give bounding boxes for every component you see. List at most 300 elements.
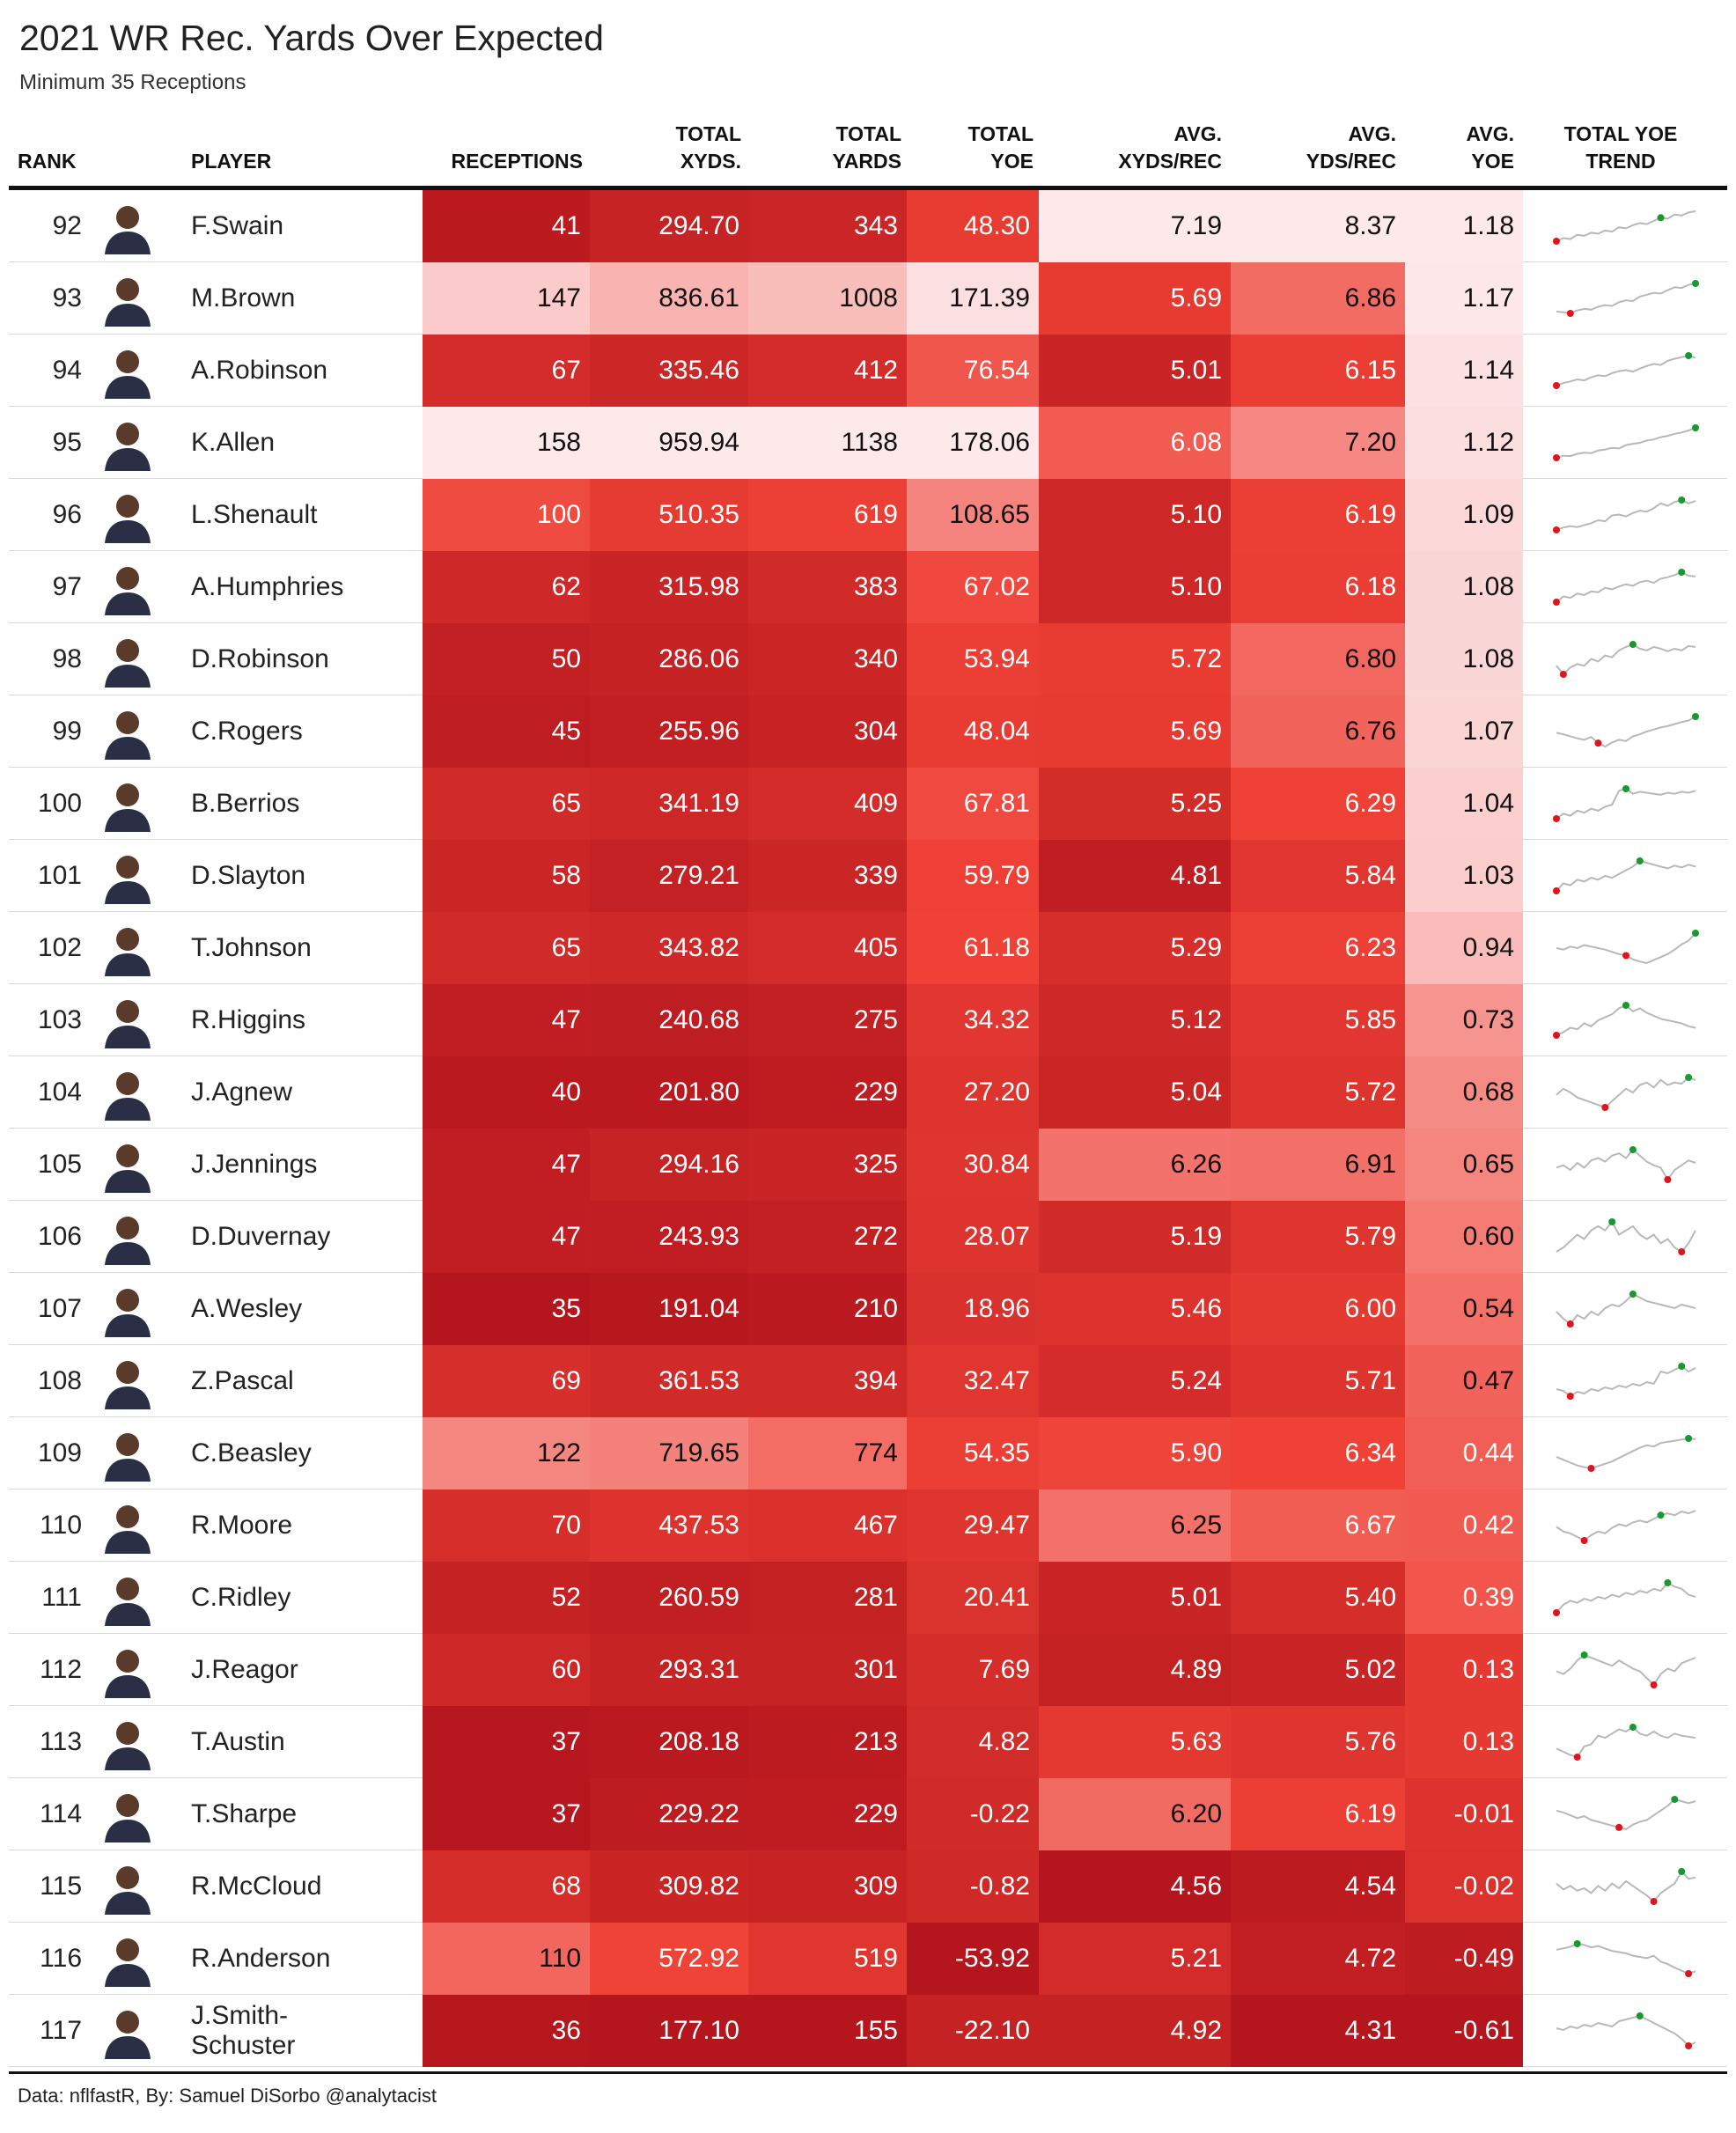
trend-min-point xyxy=(1553,238,1560,245)
player-name: F.Swain xyxy=(191,211,284,240)
trend-line xyxy=(1556,572,1696,602)
cell-receptions: 58 xyxy=(423,840,590,912)
rank-cell: 102 xyxy=(37,933,82,962)
table-row xyxy=(9,1562,1727,1634)
trend-sparkline xyxy=(1553,1634,1699,1706)
trend-min-point xyxy=(1664,1176,1671,1183)
trend-max-point xyxy=(1685,1074,1692,1081)
rank-cell: 116 xyxy=(40,1944,82,1973)
cell-avg-yoe: 1.12 xyxy=(1405,407,1523,479)
trend-sparkline xyxy=(1553,1923,1699,1995)
trend-sparkline xyxy=(1553,335,1699,407)
cell-total-xyds: 293.31 xyxy=(590,1634,748,1706)
cell-total-yoe: 48.04 xyxy=(907,695,1039,768)
cell-total-yoe: 61.18 xyxy=(907,912,1039,984)
header-player: PLAYER xyxy=(191,150,272,173)
cell-receptions: 41 xyxy=(423,190,590,262)
player-name: T.Austin xyxy=(191,1727,285,1756)
trend-max-point xyxy=(1608,1218,1615,1225)
trend-min-point xyxy=(1581,1537,1588,1544)
cell-total-xyds: 309.82 xyxy=(590,1850,748,1923)
player-name: D.Robinson xyxy=(191,644,329,673)
cell-total-yoe: 59.79 xyxy=(907,840,1039,912)
player-headshot-icon xyxy=(99,342,156,399)
cell-total-xyds: 279.21 xyxy=(590,840,748,912)
rank-cell: 114 xyxy=(40,1799,82,1828)
cell-avg-yds-rec: 6.86 xyxy=(1231,262,1405,335)
trend-sparkline xyxy=(1553,1850,1699,1923)
cell-total-yards: 405 xyxy=(748,912,907,984)
trend-sparkline xyxy=(1553,262,1699,335)
header-total-xyds: TOTAL XYDS. xyxy=(675,122,741,173)
trend-sparkline xyxy=(1553,407,1699,479)
player-headshot-icon xyxy=(99,1786,156,1842)
player-headshot-icon xyxy=(99,2003,156,2059)
player-headshot-icon xyxy=(99,1642,156,1698)
cell-avg-xyds-rec: 5.69 xyxy=(1039,262,1231,335)
cell-receptions: 62 xyxy=(423,551,590,623)
cell-receptions: 37 xyxy=(423,1706,590,1778)
cell-total-xyds: 286.06 xyxy=(590,623,748,695)
cell-total-yards: 1008 xyxy=(748,262,907,335)
trend-line xyxy=(1556,1294,1696,1324)
rank-cell: 96 xyxy=(52,500,82,529)
header-trend: TOTAL YOE TREND xyxy=(1563,122,1678,173)
rank-cell: 100 xyxy=(37,789,82,818)
cell-total-yards: 309 xyxy=(748,1850,907,1923)
trend-sparkline xyxy=(1553,840,1699,912)
trend-min-point xyxy=(1588,1465,1595,1472)
cell-total-xyds: 437.53 xyxy=(590,1489,748,1562)
trend-max-point xyxy=(1637,857,1644,864)
cell-avg-yoe: 1.14 xyxy=(1405,335,1523,407)
player-name: K.Allen xyxy=(191,428,276,457)
cell-avg-yoe: 0.60 xyxy=(1405,1201,1523,1273)
table-row xyxy=(9,840,1727,912)
cell-total-yoe: 18.96 xyxy=(907,1273,1039,1345)
table-row xyxy=(9,551,1727,623)
trend-min-point xyxy=(1601,1104,1608,1111)
trend-max-point xyxy=(1678,1363,1685,1370)
cell-avg-yoe: 1.03 xyxy=(1405,840,1523,912)
player-name: T.Sharpe xyxy=(191,1799,298,1828)
trend-sparkline xyxy=(1553,190,1699,262)
cell-avg-yds-rec: 6.00 xyxy=(1231,1273,1405,1345)
cell-avg-xyds-rec: 5.10 xyxy=(1039,551,1231,623)
cell-avg-xyds-rec: 5.25 xyxy=(1039,768,1231,840)
player-headshot-icon xyxy=(99,415,156,471)
cell-receptions: 158 xyxy=(423,407,590,479)
table-row xyxy=(9,262,1727,335)
rank-cell: 104 xyxy=(37,1078,82,1107)
footer-divider xyxy=(9,2071,1727,2074)
cell-receptions: 47 xyxy=(423,1129,590,1201)
cell-total-xyds: 255.96 xyxy=(590,695,748,768)
table-row xyxy=(9,1129,1727,1201)
trend-sparkline xyxy=(1553,768,1699,840)
cell-avg-yoe: -0.01 xyxy=(1405,1778,1523,1850)
cell-avg-xyds-rec: 5.19 xyxy=(1039,1201,1231,1273)
cell-avg-xyds-rec: 5.63 xyxy=(1039,1706,1231,1778)
trend-max-point xyxy=(1629,641,1637,648)
chart-subtitle: Minimum 35 Receptions xyxy=(19,70,246,94)
table-row xyxy=(9,335,1727,407)
cell-total-yards: 383 xyxy=(748,551,907,623)
cell-avg-yds-rec: 5.71 xyxy=(1231,1345,1405,1417)
trend-line xyxy=(1556,861,1696,891)
player-headshot-icon xyxy=(99,1858,156,1915)
cell-receptions: 50 xyxy=(423,623,590,695)
cell-total-yoe: -0.22 xyxy=(907,1778,1039,1850)
table-row xyxy=(9,1273,1727,1345)
trend-min-point xyxy=(1567,1393,1574,1400)
trend-min-point xyxy=(1685,2042,1692,2049)
cell-avg-xyds-rec: 4.81 xyxy=(1039,840,1231,912)
cell-avg-yds-rec: 5.84 xyxy=(1231,840,1405,912)
cell-avg-yoe: 1.17 xyxy=(1405,262,1523,335)
cell-receptions: 69 xyxy=(423,1345,590,1417)
cell-receptions: 52 xyxy=(423,1562,590,1634)
trend-max-point xyxy=(1622,1002,1629,1009)
cell-total-yards: 339 xyxy=(748,840,907,912)
trend-line xyxy=(1556,644,1696,674)
trend-max-point xyxy=(1671,1796,1678,1803)
player-headshot-icon xyxy=(99,776,156,832)
table-row xyxy=(9,190,1727,262)
cell-total-yoe: 27.20 xyxy=(907,1056,1039,1129)
player-name: D.Duvernay xyxy=(191,1222,331,1251)
player-name: R.Moore xyxy=(191,1511,293,1540)
trend-sparkline xyxy=(1553,1995,1699,2067)
trend-sparkline xyxy=(1553,551,1699,623)
trend-min-point xyxy=(1622,952,1629,960)
player-headshot-icon xyxy=(99,1714,156,1770)
cell-receptions: 65 xyxy=(423,768,590,840)
trend-line xyxy=(1556,211,1696,241)
rank-cell: 103 xyxy=(37,1005,82,1034)
trend-min-point xyxy=(1553,382,1560,389)
cell-avg-yoe: 1.09 xyxy=(1405,479,1523,551)
trend-min-point xyxy=(1553,454,1560,461)
cell-total-xyds: 836.61 xyxy=(590,262,748,335)
rank-cell: 109 xyxy=(37,1438,82,1467)
player-headshot-icon xyxy=(99,703,156,760)
cell-avg-xyds-rec: 5.46 xyxy=(1039,1273,1231,1345)
cell-avg-yoe: 0.13 xyxy=(1405,1706,1523,1778)
trend-max-point xyxy=(1692,713,1699,720)
cell-receptions: 147 xyxy=(423,262,590,335)
cell-avg-xyds-rec: 6.20 xyxy=(1039,1778,1231,1850)
cell-avg-xyds-rec: 6.26 xyxy=(1039,1129,1231,1201)
cell-total-yoe: 76.54 xyxy=(907,335,1039,407)
trend-line xyxy=(1556,2016,1696,2046)
trend-min-point xyxy=(1594,739,1601,747)
player-name: J.Agnew xyxy=(191,1078,293,1107)
footer-credit: Data: nflfastR, By: Samuel DiSorbo @analytacist xyxy=(18,2085,437,2107)
cell-total-xyds: 177.10 xyxy=(590,1995,748,2067)
trend-line xyxy=(1556,1583,1696,1613)
player-headshot-icon xyxy=(99,1136,156,1193)
cell-receptions: 47 xyxy=(423,1201,590,1273)
trend-sparkline xyxy=(1553,1273,1699,1345)
cell-total-xyds: 229.22 xyxy=(590,1778,748,1850)
trend-line xyxy=(1556,428,1696,458)
player-headshot-icon xyxy=(99,559,156,615)
cell-total-yoe: 28.07 xyxy=(907,1201,1039,1273)
player-name: J.Smith- Schuster xyxy=(191,2001,296,2060)
cell-avg-xyds-rec: 5.24 xyxy=(1039,1345,1231,1417)
player-headshot-icon xyxy=(99,1209,156,1265)
table-row xyxy=(9,1201,1727,1273)
player-name: D.Slayton xyxy=(191,861,306,890)
cell-total-yoe: 53.94 xyxy=(907,623,1039,695)
player-name: C.Ridley xyxy=(191,1583,291,1612)
table-row xyxy=(9,1995,1727,2067)
cell-avg-yds-rec: 6.80 xyxy=(1231,623,1405,695)
table-row xyxy=(9,1923,1727,1995)
table-row xyxy=(9,912,1727,984)
cell-receptions: 47 xyxy=(423,984,590,1056)
cell-avg-yds-rec: 6.23 xyxy=(1231,912,1405,984)
trend-sparkline xyxy=(1553,1778,1699,1850)
player-headshot-icon xyxy=(99,992,156,1048)
trend-line xyxy=(1556,356,1696,386)
trend-max-point xyxy=(1637,2012,1644,2019)
cell-avg-yoe: 0.44 xyxy=(1405,1417,1523,1489)
cell-avg-yds-rec: 4.54 xyxy=(1231,1850,1405,1923)
cell-avg-xyds-rec: 5.21 xyxy=(1039,1923,1231,1995)
table-header xyxy=(9,114,1727,190)
cell-total-xyds: 341.19 xyxy=(590,768,748,840)
cell-receptions: 68 xyxy=(423,1850,590,1923)
cell-total-yoe: 178.06 xyxy=(907,407,1039,479)
trend-max-point xyxy=(1629,1291,1637,1298)
cell-total-yards: 229 xyxy=(748,1778,907,1850)
cell-avg-yoe: 1.04 xyxy=(1405,768,1523,840)
trend-min-point xyxy=(1553,815,1560,822)
table-row xyxy=(9,407,1727,479)
table-row xyxy=(9,1056,1727,1129)
trend-line xyxy=(1556,1150,1696,1180)
player-headshot-icon xyxy=(99,1425,156,1482)
player-headshot-icon xyxy=(99,1353,156,1409)
player-headshot-icon xyxy=(99,848,156,904)
player-headshot-icon xyxy=(99,1497,156,1554)
cell-total-xyds: 260.59 xyxy=(590,1562,748,1634)
cell-avg-yds-rec: 5.02 xyxy=(1231,1634,1405,1706)
cell-receptions: 40 xyxy=(423,1056,590,1129)
trend-max-point xyxy=(1658,1511,1665,1519)
player-name: R.Higgins xyxy=(191,1005,306,1034)
trend-sparkline xyxy=(1553,1201,1699,1273)
cell-total-xyds: 959.94 xyxy=(590,407,748,479)
trend-sparkline xyxy=(1553,1417,1699,1489)
cell-total-yoe: 4.82 xyxy=(907,1706,1039,1778)
player-name: C.Beasley xyxy=(191,1438,312,1467)
cell-avg-yds-rec: 5.40 xyxy=(1231,1562,1405,1634)
cell-receptions: 67 xyxy=(423,335,590,407)
trend-min-point xyxy=(1678,1248,1685,1255)
cell-avg-yds-rec: 6.76 xyxy=(1231,695,1405,768)
cell-avg-xyds-rec: 7.19 xyxy=(1039,190,1231,262)
player-name: R.Anderson xyxy=(191,1944,331,1973)
player-headshot-icon xyxy=(99,1931,156,1987)
header-total-yoe: TOTAL YOE xyxy=(967,122,1034,173)
cell-receptions: 35 xyxy=(423,1273,590,1345)
cell-avg-yoe: 0.94 xyxy=(1405,912,1523,984)
cell-total-xyds: 294.70 xyxy=(590,190,748,262)
table-row xyxy=(9,1778,1727,1850)
table-row xyxy=(9,768,1727,840)
trend-line xyxy=(1556,1799,1696,1829)
cell-total-yoe: 171.39 xyxy=(907,262,1039,335)
cell-total-yards: 619 xyxy=(748,479,907,551)
trend-min-point xyxy=(1553,526,1560,533)
cell-avg-yds-rec: 5.72 xyxy=(1231,1056,1405,1129)
cell-total-yards: 394 xyxy=(748,1345,907,1417)
cell-total-xyds: 294.16 xyxy=(590,1129,748,1201)
trend-max-point xyxy=(1658,214,1665,221)
cell-total-yards: 210 xyxy=(748,1273,907,1345)
trend-min-point xyxy=(1651,1898,1658,1905)
cell-total-xyds: 191.04 xyxy=(590,1273,748,1345)
cell-avg-yds-rec: 7.20 xyxy=(1231,407,1405,479)
cell-total-yards: 519 xyxy=(748,1923,907,1995)
cell-total-xyds: 572.92 xyxy=(590,1923,748,1995)
cell-avg-xyds-rec: 5.69 xyxy=(1039,695,1231,768)
trend-max-point xyxy=(1574,1940,1581,1947)
trend-line xyxy=(1556,1944,1696,1974)
trend-min-point xyxy=(1553,599,1560,606)
cell-avg-xyds-rec: 5.90 xyxy=(1039,1417,1231,1489)
cell-total-yoe: -0.82 xyxy=(907,1850,1039,1923)
cell-total-yoe: 30.84 xyxy=(907,1129,1039,1201)
trend-sparkline xyxy=(1553,623,1699,695)
cell-avg-yoe: 0.47 xyxy=(1405,1345,1523,1417)
cell-avg-yds-rec: 6.29 xyxy=(1231,768,1405,840)
trend-sparkline xyxy=(1553,912,1699,984)
trend-line xyxy=(1556,789,1696,819)
table-row xyxy=(9,479,1727,551)
cell-avg-yoe: -0.49 xyxy=(1405,1923,1523,1995)
trend-max-point xyxy=(1581,1651,1588,1659)
cell-avg-yoe: 1.07 xyxy=(1405,695,1523,768)
header-avg-xyds-rec: AVG. XYDS/REC xyxy=(1118,122,1222,173)
player-headshot-icon xyxy=(99,198,156,254)
trend-max-point xyxy=(1685,352,1692,359)
cell-total-yards: 1138 xyxy=(748,407,907,479)
cell-avg-yds-rec: 4.72 xyxy=(1231,1923,1405,1995)
rank-cell: 99 xyxy=(52,717,82,746)
player-name: J.Jennings xyxy=(191,1150,318,1179)
cell-total-yards: 325 xyxy=(748,1129,907,1201)
cell-total-yoe: 20.41 xyxy=(907,1562,1039,1634)
cell-total-xyds: 240.68 xyxy=(590,984,748,1056)
cell-avg-yds-rec: 6.18 xyxy=(1231,551,1405,623)
trend-sparkline xyxy=(1553,1562,1699,1634)
cell-avg-xyds-rec: 5.10 xyxy=(1039,479,1231,551)
cell-total-xyds: 335.46 xyxy=(590,335,748,407)
header-rank: RANK xyxy=(18,150,77,173)
cell-total-yoe: 34.32 xyxy=(907,984,1039,1056)
cell-receptions: 36 xyxy=(423,1995,590,2067)
cell-avg-xyds-rec: 5.01 xyxy=(1039,1562,1231,1634)
cell-avg-yoe: -0.02 xyxy=(1405,1850,1523,1923)
cell-total-yards: 340 xyxy=(748,623,907,695)
cell-avg-yoe: 1.08 xyxy=(1405,623,1523,695)
trend-min-point xyxy=(1553,887,1560,894)
trend-sparkline xyxy=(1553,695,1699,768)
rank-cell: 92 xyxy=(52,211,82,240)
trend-sparkline xyxy=(1553,1489,1699,1562)
rank-cell: 106 xyxy=(37,1222,82,1251)
cell-total-xyds: 208.18 xyxy=(590,1706,748,1778)
cell-avg-yds-rec: 5.85 xyxy=(1231,984,1405,1056)
cell-total-yards: 412 xyxy=(748,335,907,407)
cell-avg-yds-rec: 8.37 xyxy=(1231,190,1405,262)
cell-receptions: 70 xyxy=(423,1489,590,1562)
trend-max-point xyxy=(1678,496,1685,504)
player-name: Z.Pascal xyxy=(191,1366,294,1395)
cell-avg-yoe: 0.42 xyxy=(1405,1489,1523,1562)
trend-line xyxy=(1556,1438,1696,1468)
rank-cell: 115 xyxy=(40,1872,82,1901)
player-name: T.Johnson xyxy=(191,933,312,962)
trend-line xyxy=(1556,1727,1696,1757)
cell-avg-yds-rec: 6.15 xyxy=(1231,335,1405,407)
cell-total-yoe: 32.47 xyxy=(907,1345,1039,1417)
trend-max-point xyxy=(1664,1579,1671,1586)
trend-line xyxy=(1556,283,1696,313)
rank-cell: 93 xyxy=(52,283,82,313)
cell-total-yards: 301 xyxy=(748,1634,907,1706)
player-name: L.Shenault xyxy=(191,500,318,529)
cell-avg-yds-rec: 5.76 xyxy=(1231,1706,1405,1778)
rank-cell: 117 xyxy=(40,2016,82,2045)
trend-min-point xyxy=(1560,671,1567,678)
table-row xyxy=(9,1417,1727,1489)
cell-avg-yoe: 1.18 xyxy=(1405,190,1523,262)
cell-total-yoe: 54.35 xyxy=(907,1417,1039,1489)
cell-avg-xyds-rec: 5.29 xyxy=(1039,912,1231,984)
trend-min-point xyxy=(1567,1320,1574,1328)
trend-line xyxy=(1556,1655,1696,1685)
cell-receptions: 45 xyxy=(423,695,590,768)
cell-avg-yoe: 0.73 xyxy=(1405,984,1523,1056)
cell-avg-xyds-rec: 5.01 xyxy=(1039,335,1231,407)
cell-total-xyds: 243.93 xyxy=(590,1201,748,1273)
cell-total-yards: 281 xyxy=(748,1562,907,1634)
table-row xyxy=(9,1345,1727,1417)
table-row xyxy=(9,1706,1727,1778)
cell-avg-yds-rec: 6.19 xyxy=(1231,1778,1405,1850)
cell-total-yards: 272 xyxy=(748,1201,907,1273)
cell-total-xyds: 361.53 xyxy=(590,1345,748,1417)
trend-min-point xyxy=(1553,1609,1560,1616)
trend-line xyxy=(1556,1511,1696,1541)
header-receptions: RECEPTIONS xyxy=(451,150,583,173)
cell-total-xyds: 315.98 xyxy=(590,551,748,623)
cell-total-yards: 229 xyxy=(748,1056,907,1129)
chart-title: 2021 WR Rec. Yards Over Expected xyxy=(19,18,604,58)
player-name: M.Brown xyxy=(191,283,296,313)
cell-total-xyds: 510.35 xyxy=(590,479,748,551)
cell-avg-yds-rec: 6.67 xyxy=(1231,1489,1405,1562)
trend-max-point xyxy=(1678,569,1685,576)
cell-total-yoe: 48.30 xyxy=(907,190,1039,262)
rank-cell: 113 xyxy=(40,1727,82,1756)
cell-avg-yoe: 0.13 xyxy=(1405,1634,1523,1706)
